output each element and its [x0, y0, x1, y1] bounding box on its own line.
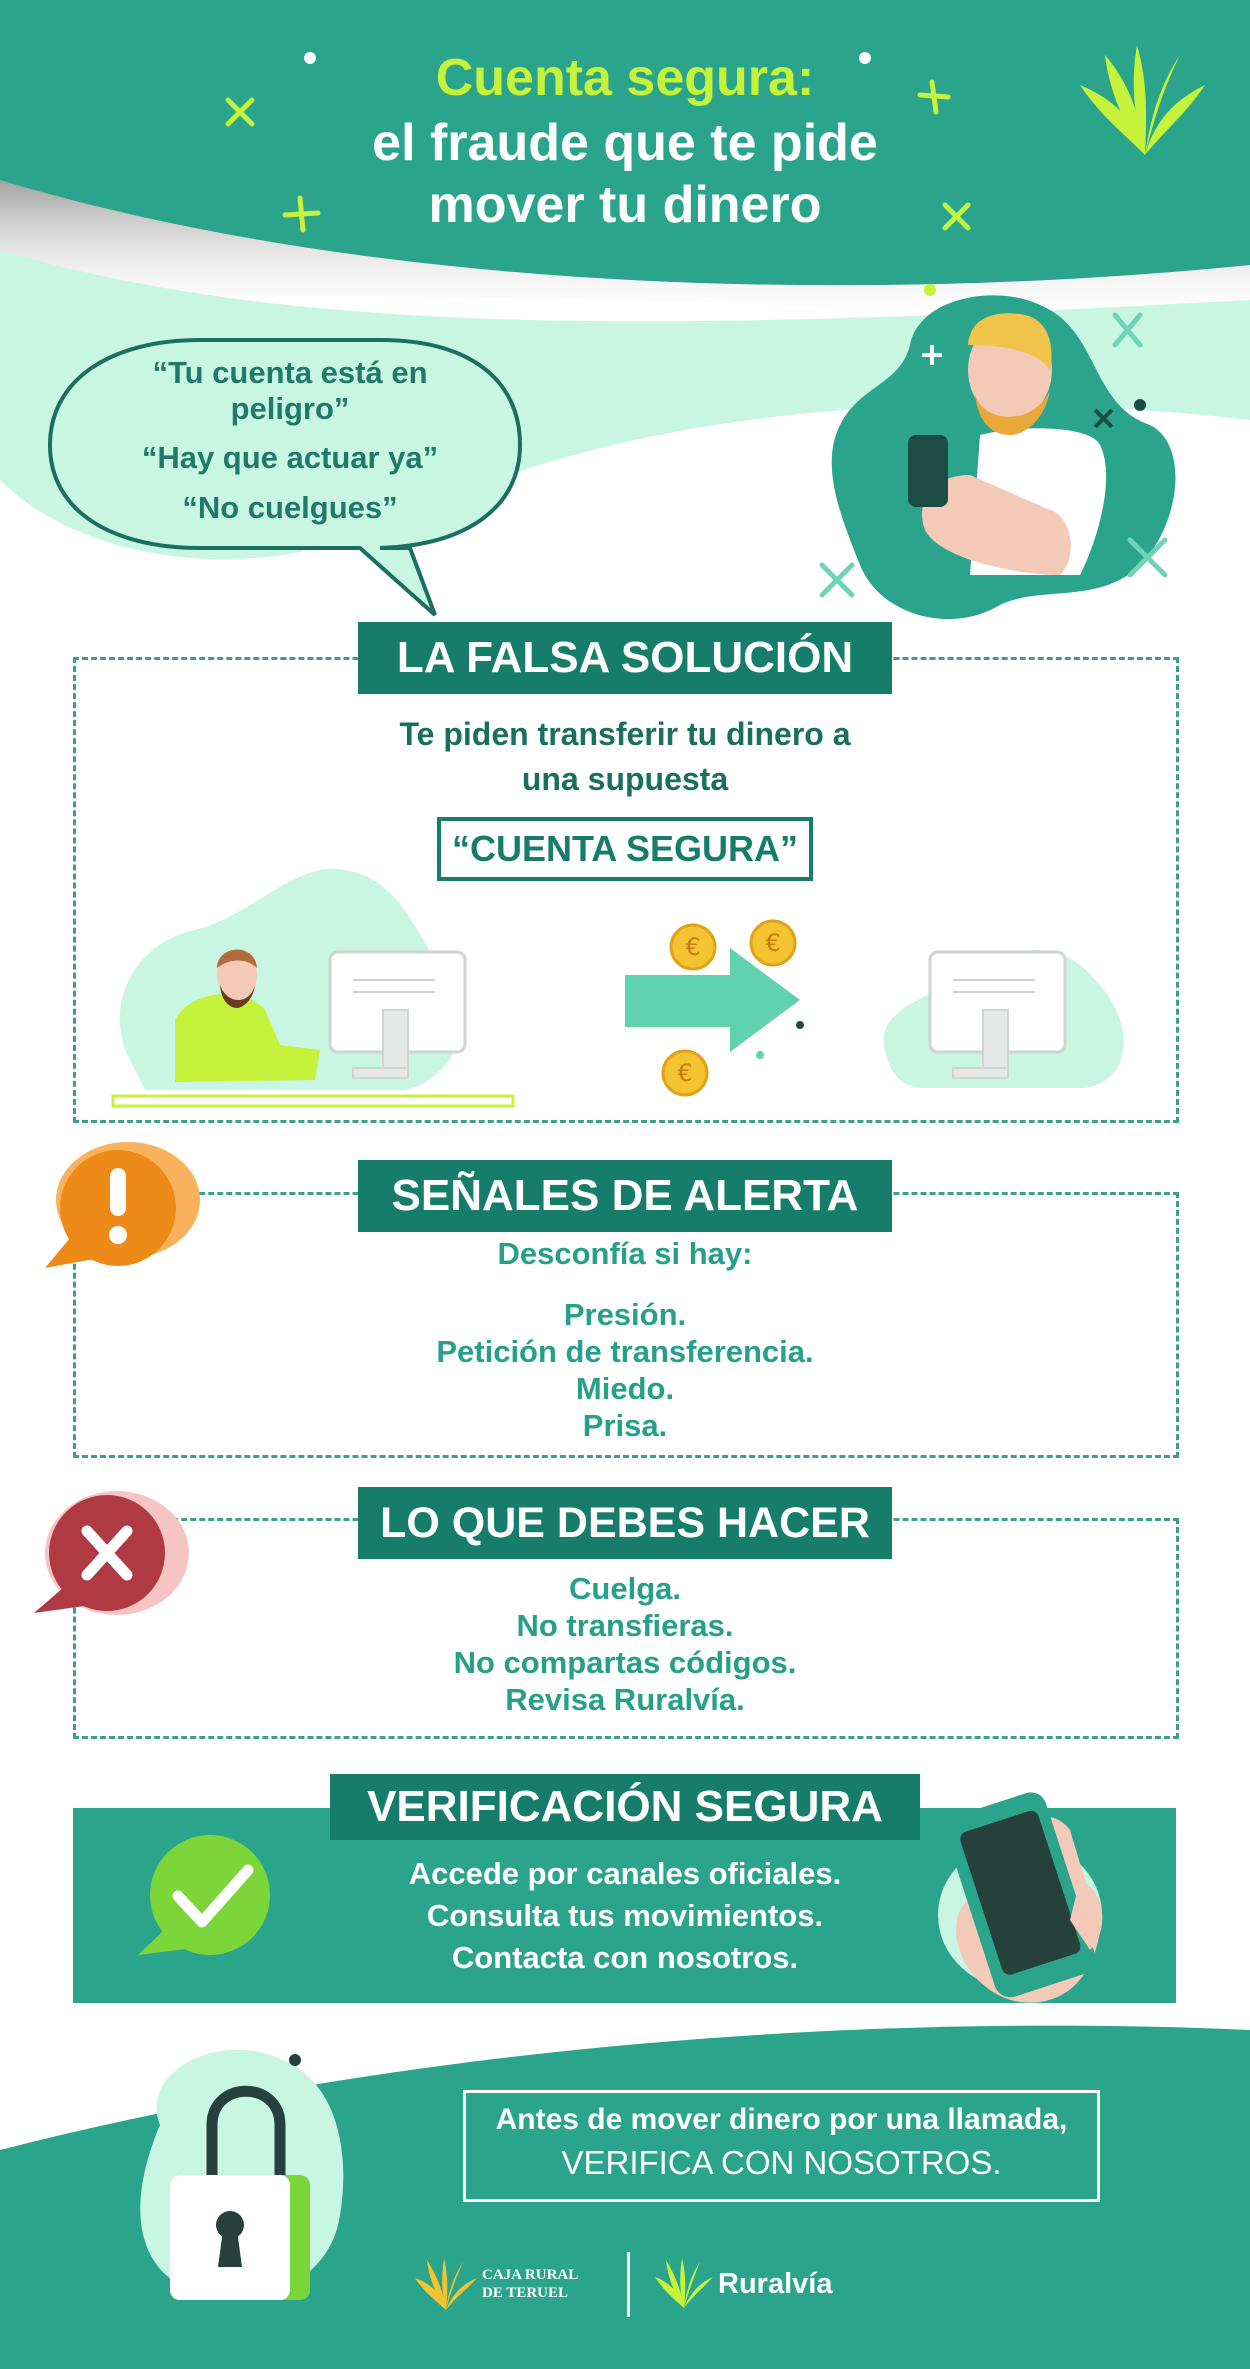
bubble-quote-3: “No cuelgues” [182, 490, 398, 525]
alert-item-1: Presión. [563, 1297, 687, 1332]
todo-item-4: Revisa Ruralvía. [505, 1682, 745, 1717]
alert-item-2: Petición de transferencia. [436, 1334, 814, 1369]
smartphone-illustration [920, 1770, 1140, 2015]
svg-text:€: € [685, 933, 701, 961]
svg-text:€: € [677, 1059, 693, 1087]
alert-signs-intro: Desconfía si hay: [497, 1236, 753, 1271]
alert-signs-heading: SEÑALES DE ALERTA [358, 1160, 892, 1232]
svg-text:€: € [765, 929, 781, 957]
verify-item-3: Contacta con nosotros. [451, 1940, 799, 1975]
wheat-logo-icon [1075, 40, 1210, 160]
x-mark-icon [22, 1475, 197, 1630]
page-title: el fraude que te pide mover tu dinero [372, 114, 878, 234]
safe-verification-heading: VERIFICACIÓN SEGURA [330, 1774, 920, 1840]
page-title-accent: Cuenta segura: [435, 49, 815, 107]
todo-item-1: Cuelga. [569, 1571, 681, 1606]
ruralvia-logo-icon [655, 2258, 713, 2310]
brand-line-2: DE TERUEL [482, 2285, 569, 2301]
brand-line-1: CAJA RURAL [482, 2267, 579, 2283]
bubble-quote-2: “Hay que actuar ya” [141, 440, 439, 475]
caja-rural-logo-icon [415, 2258, 477, 2312]
transfer-illustration [105, 860, 1145, 1110]
ruralvia-brand: Ruralvía [718, 2268, 833, 2300]
bubble-quote-1: “Tu cuenta está en peligro” [152, 355, 428, 426]
todo-item-2: No transfieras. [516, 1608, 734, 1643]
verify-item-2: Consulta tus movimientos. [426, 1898, 824, 1933]
verify-item-1: Accede por canales oficiales. [408, 1856, 842, 1891]
checkmark-icon [130, 1830, 280, 1960]
false-solution-heading: LA FALSA SOLUCIÓN [358, 622, 892, 694]
padlock-icon [120, 2035, 360, 2315]
caja-rural-brand [482, 2266, 602, 2302]
exclamation-alert-icon [30, 1130, 205, 1280]
alert-item-3: Miedo. [575, 1371, 675, 1406]
what-to-do-heading: LO QUE DEBES HACER [358, 1487, 892, 1559]
todo-item-3: No compartas códigos. [453, 1645, 797, 1680]
alert-item-4: Prisa. [582, 1408, 668, 1443]
man-on-phone-illustration [800, 275, 1200, 635]
false-solution-text: Te piden transferir tu dinero a una supuesta [399, 716, 851, 797]
callout-line-1: Antes de mover dinero por una llamada, [495, 2103, 1068, 2136]
fake-safe-account-label: “CUENTA SEGURA” [437, 817, 813, 881]
callout-line-2: VERIFICA CON NOSOTROS. [561, 2144, 1002, 2181]
logo-divider [627, 2252, 630, 2317]
